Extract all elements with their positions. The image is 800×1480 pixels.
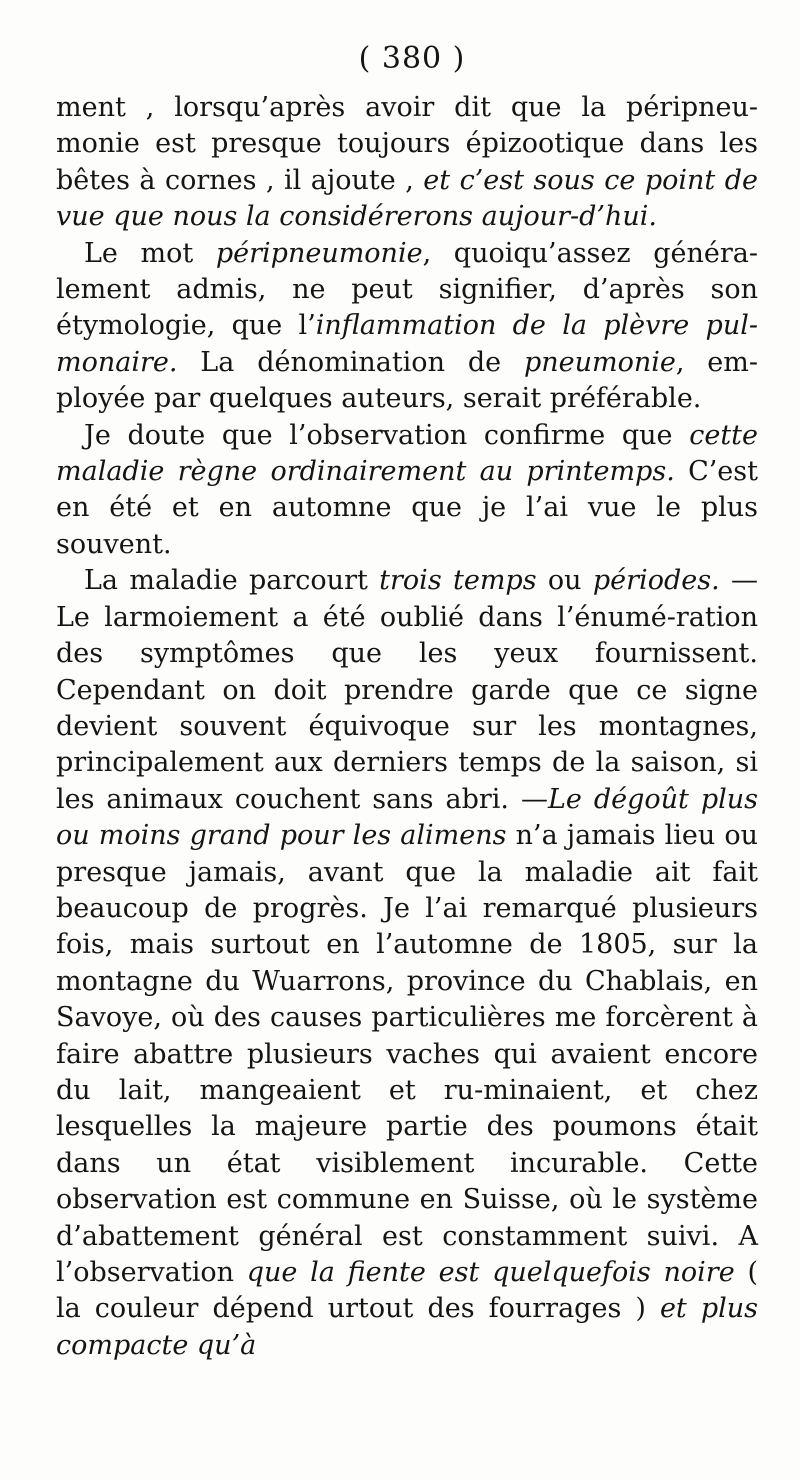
italic-text: cette maladie règne ordinairement au printemps. [56,419,758,488]
page-number: ( 380 ) [358,41,466,76]
text-run: C’est en été et en automne que je l’ai vue le plus souvent. [56,456,758,560]
text-run: La dénomination de [177,346,524,378]
italic-text: inflammation de la plèvre pul-monaire. [56,310,758,378]
italic-text: pneumonie [523,346,676,378]
body-text [56,90,758,1364]
text-run: ment , lorsqu’après avoir dit que la péripneu-monie est presque toujours épizootique dans les bêtes à cornes , il ajoute , [56,92,758,196]
paragraph-p2 [56,236,758,418]
italic-text: et plus compacte qu’à [56,1293,758,1361]
text-run: — Le larmoiement a été oublié dans l’énumé-ration des symptômes que les yeux fournissent. Cependant on doit prendre garde que ce signe devient souvent équivoque sur les montagnes, principalement aux derniers temps de la saison, si les animaux couchent sans abri. — [56,565,758,815]
paragraph-p1 [56,90,758,236]
italic-text: trois temps [379,565,537,597]
text-run: , em-ployée par quelques auteurs, serait préférable. [56,346,758,415]
italic-text: périodes. [592,565,720,597]
text-run: ( la couleur dépend urtout des fourrages ) [56,1257,759,1325]
paragraph-p3 [56,418,758,564]
italic-text: Le dégoût plus ou moins grand pour les alimens [56,783,758,852]
text-run: , quoiqu’assez généra-lement admis, ne peut signifier, d’après son étymologie, que l’ [56,237,758,342]
italic-text: et c’est sous ce point de vue que nous la considérerons aujour-d’hui. [56,164,758,233]
paragraph-p4 [56,563,758,1364]
text-run: La maladie parcourt [84,565,380,597]
italic-text: que la fiente est quelquefois noire [246,1257,735,1288]
text-run: ou [536,565,593,597]
text-run: n’a jamais lieu ou presque jamais, avant que la maladie ait fait beaucoup de progrès. Je l’ai remarqué plusieurs fois, mais surtout en l’automne de 1805, sur la montagne du Wuarrons, province du Chablais, en Savoye, où des causes particulières me forcèrent à faire abattre plusieurs vaches qui avaient encore du lait, mangeaient et ru-minaient, et chez lesquelles la majeure partie des poumons était dans un état visiblement incurable. Cette observation est commune en Suisse, où le système d’abattement général est constamment suivi. A l’observation [56,820,758,1288]
text-run: Le mot [84,237,216,269]
italic-text: péripneumonie [215,237,423,269]
text-run: Je doute que l’observation confirme que [84,419,690,451]
